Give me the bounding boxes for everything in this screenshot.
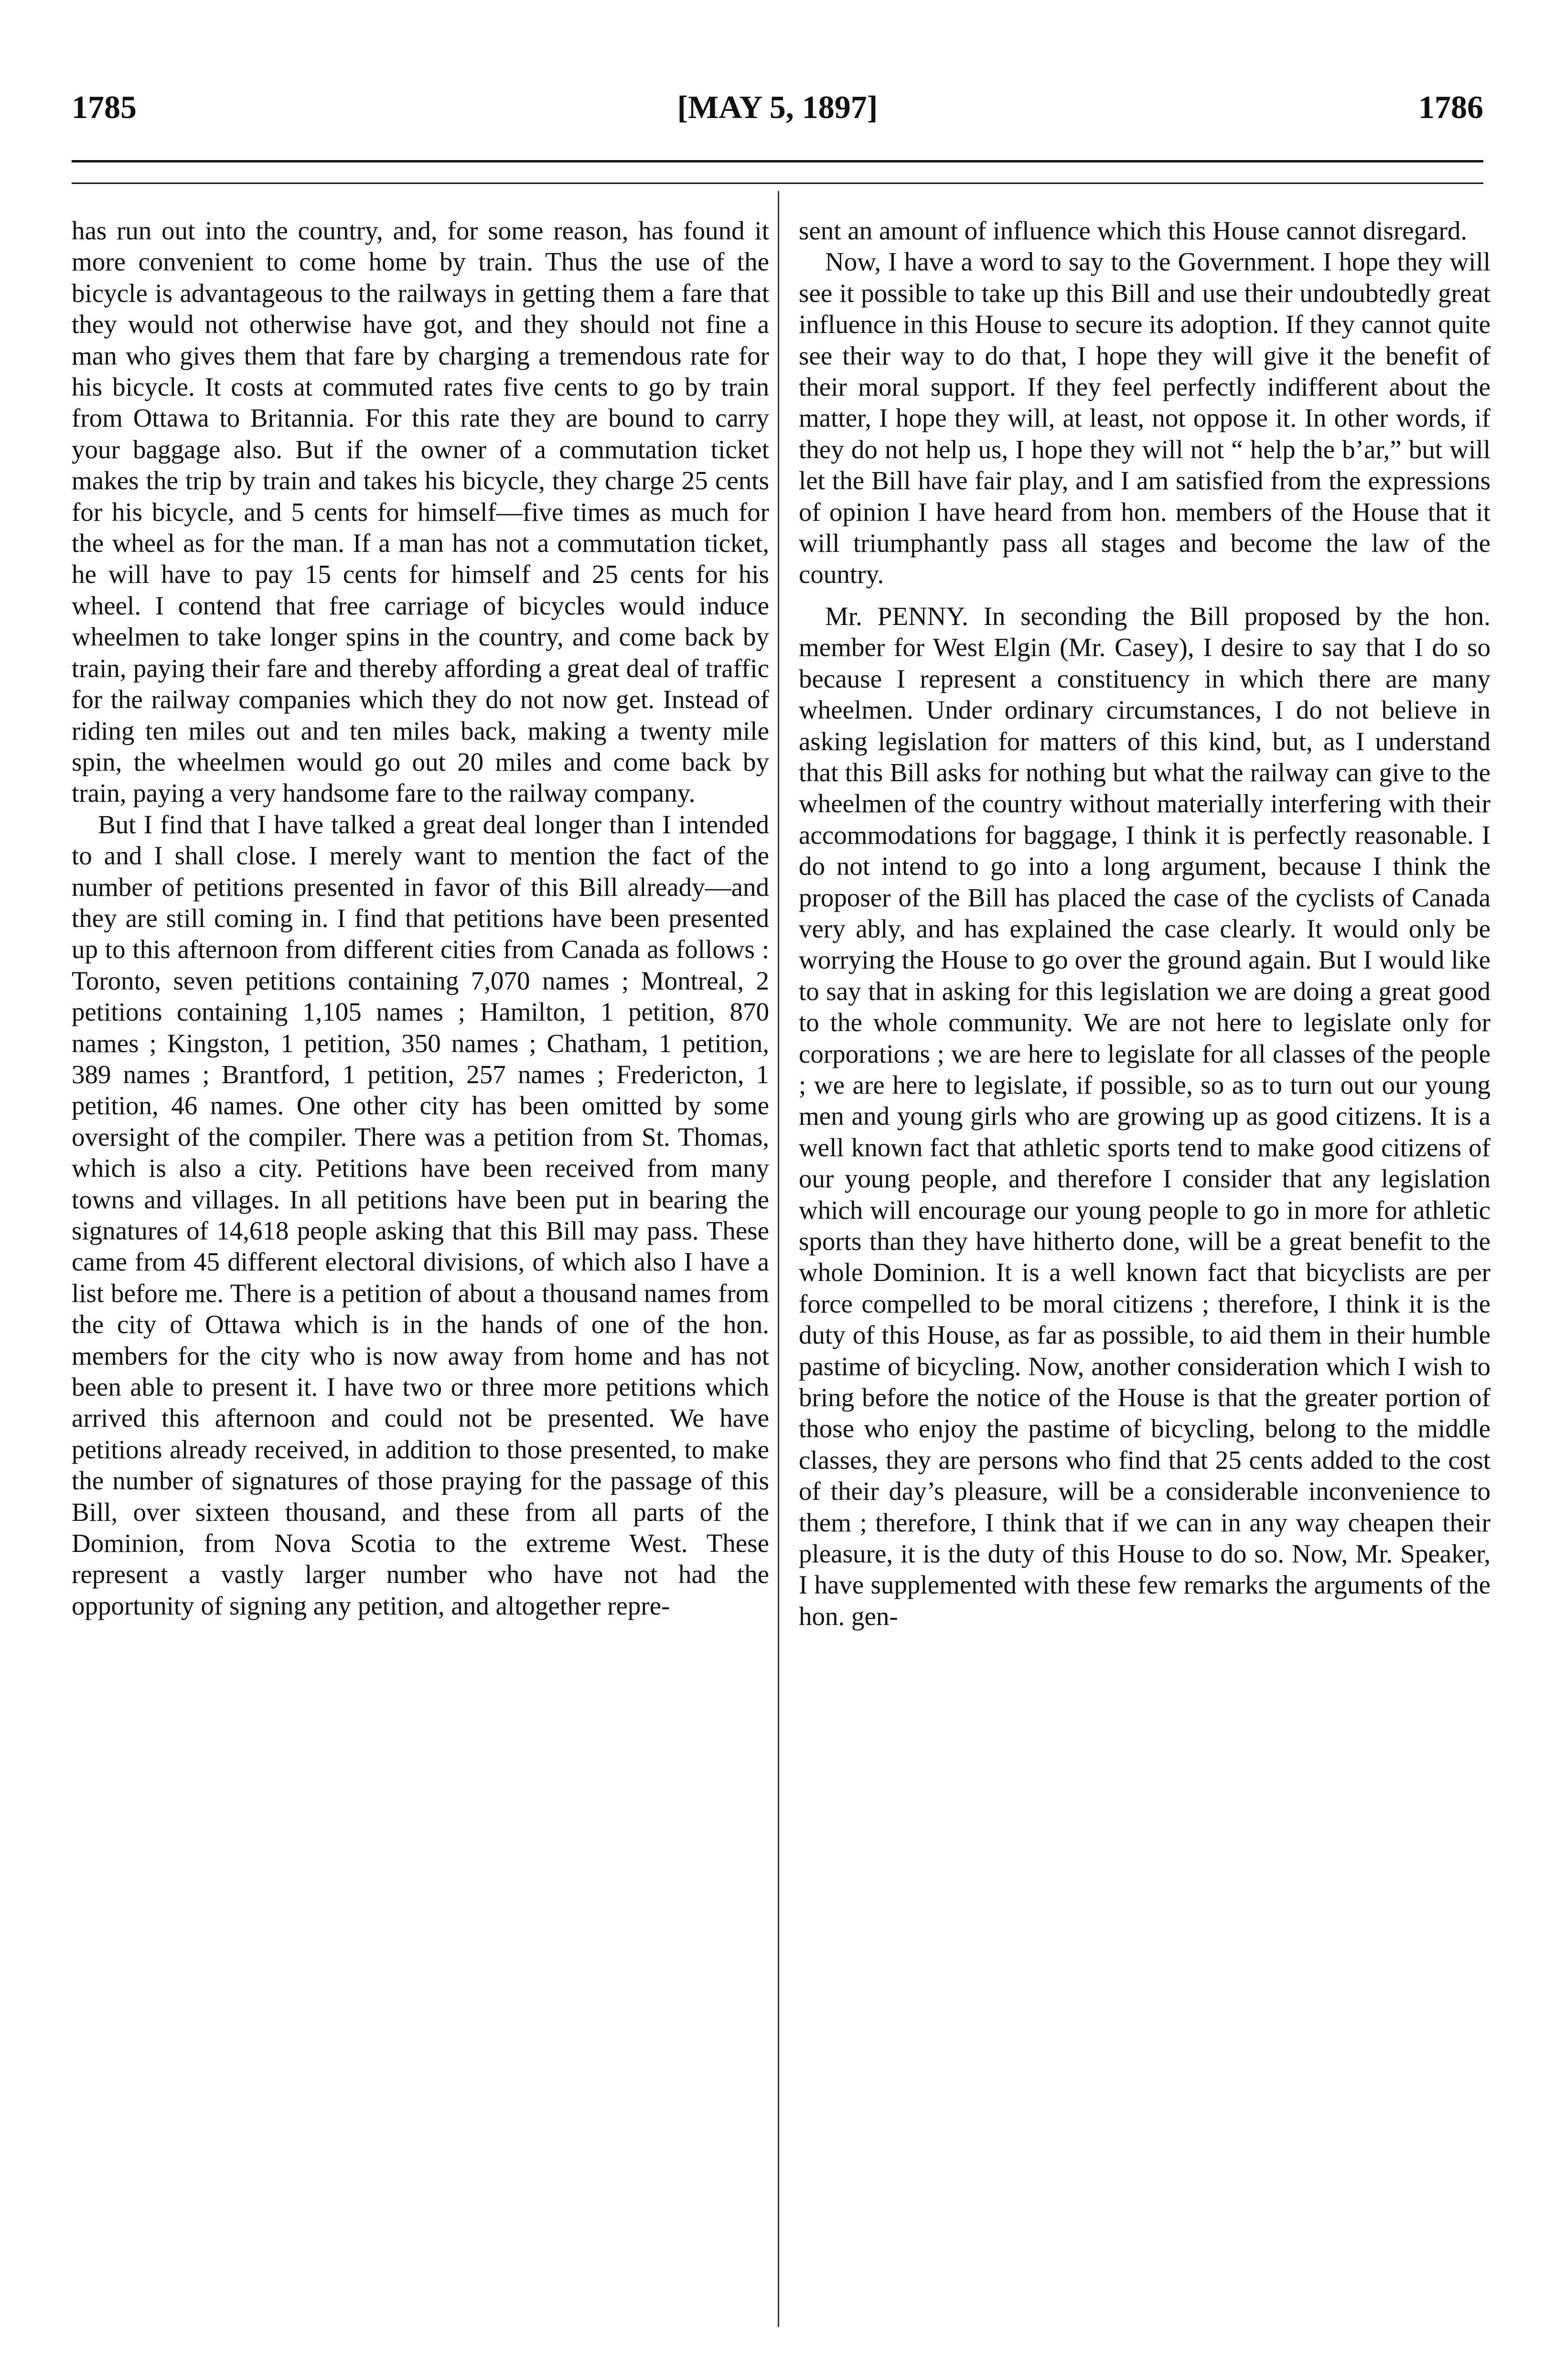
speaker-paragraph: Mr. PENNY. In seconding the Bill proposed by the hon. member for West Elgin (Mr. Casey), I desire to say that I do so because I represent a constituency in which there are many wheelmen. Under ordinary circumstances, I do not believe in asking legislation for matters of this kind, but, as I understand that this Bill asks for nothing but what the railway can give to the wheelmen of the country without materially interfering with their accommodations for baggage, I think it is perfectly reasonable. I do not intend to go into a long argument, because I think the proposer of the Bill has placed the case of the cyclists of Canada very ably, and has explained the case clearly. It would only be worrying the House to go over the ground again. But I would like to say that in asking for this legislation we are doing a great good to the whole community. We are not here to legislate only for corporations ; we are here to legislate for all classes of the people ; we are here to legislate, if possible, so as to turn out our young men and young girls who are growing up as good citizens. It is a well known fact that athletic sports tend to make good citizens of our young people, and therefore I consider that any legislation which will encourage our young people to go in more for athletic sports than they have hitherto done, will be a great benefit to the whole Dominion. It is a well known fact that bicyclists are per force compelled to be moral citizens ; therefore, I think it is the duty of this House, as far as possible, to aid them in their humble pastime of bicycling. Now, another consideration which I wish to bring before the notice of the House is that the greater portion of those who enjoy the pastime of bicycling, belong to the middle classes, they are persons who find that 25 cents added to the cost of their day’s pleasure, will be a considerable inconvenience to them ; therefore, I think that if we can in any way cheapen their pleasure, it is the duty of this House to do so. Now, Mr. Speaker, I have supplemented with these few remarks the arguments of the hon. gen- [799, 601, 1491, 1631]
paragraph: has run out into the country, and, for some reason, has found it more convenient to come home by train. Thus the use of the bicycle is advantageous to the railways in getting them a fare that they would not otherwise have got, and they should not fine a man who gives them that fare by charging a tremendous rate for his bicycle. It costs at commuted rates five cents to go by train from Ottawa to Britannia. For this rate they are bound to carry your baggage also. But if the owner of a commutation ticket makes the trip by train and takes his bicycle, they charge 25 cents for his bicycle, and 5 cents for himself—five times as much for the wheel as for the man. If a man has not a commutation ticket, he will have to pay 15 cents for himself and 25 cents for his wheel. I contend that free carriage of bicycles would induce wheelmen to take longer spins in the country, and come back by train, paying their fare and thereby affording a great deal of traffic for the railway companies which they do not now get. Instead of riding ten miles out and ten miles back, making a twenty mile spin, the wheelmen would go out 20 miles and come back by train, paying a very handsome fare to the railway company. [72, 216, 769, 808]
page-date: [MAY 5, 1897] [677, 89, 878, 125]
paragraph: sent an amount of influence which this House cannot disregard. [799, 216, 1468, 245]
header-rule-thick [72, 160, 1483, 162]
page-number-left: 1785 [72, 89, 137, 125]
right-column [799, 215, 1491, 1632]
page-number-right: 1786 [1418, 89, 1483, 125]
paragraph: But I find that I have talked a great deal longer than I intended to and I shall close. I merely want to mention the fact of the number of petitions presented in favor of this Bill already—and they are still coming in. I find that petitions have been presented up to this afternoon from different cities from Canada as follows : Toronto, seven petitions containing 7,070 names ; Montreal, 2 petitions containing 1,105 names ; Hamilton, 1 petition, 870 names ; Kingston, 1 petition, 350 names ; Chatham, 1 petition, 389 names ; Brantford, 1 petition, 257 names ; Fredericton, 1 petition, 46 names. One other city has been omitted by some oversight of the compiler. There was a petition from St. Thomas, which is also a city. Petitions have been received from many towns and villages. In all petitions have been put in bearing the signatures of 14,618 people asking that this Bill may pass. These came from 45 different electoral divisions, of which also I have a list before me. There is a petition of about a thousand names from the city of Ottawa which is in the hands of one of the hon. members for the city who is now away from home and has not been able to present it. I have two or three more petitions which arrived this afternoon and could not be presented. We have petitions already received, in addition to those presented, to make the number of signatures of those praying for the passage of this Bill, over sixteen thousand, and these from all parts of the Dominion, from Nova Scotia to the extreme West. These represent a vastly larger number who have not had the opportunity of signing any petition, and altogether repre- [72, 809, 769, 1620]
page-header [72, 88, 1483, 146]
left-column [72, 215, 769, 1621]
column-divider [778, 191, 779, 2327]
header-rule-thin [72, 183, 1483, 184]
paragraph: Now, I have a word to say to the Government. I hope they will see it possible to take up this Bill and use their undoubtedly great influence in this House to secure its adoption. If they cannot quite see their way to do that, I hope they will give it the benefit of their moral support. If they feel perfectly indifferent about the matter, I hope they will, at least, not oppose it. In other words, if they do not help us, I hope they will not “ help the b’ar,” but will let the Bill have fair play, and I am satisfied from the expressions of opinion I have heard from hon. members of the House that it will triumphantly pass all stages and become the law of the country. [799, 247, 1491, 589]
